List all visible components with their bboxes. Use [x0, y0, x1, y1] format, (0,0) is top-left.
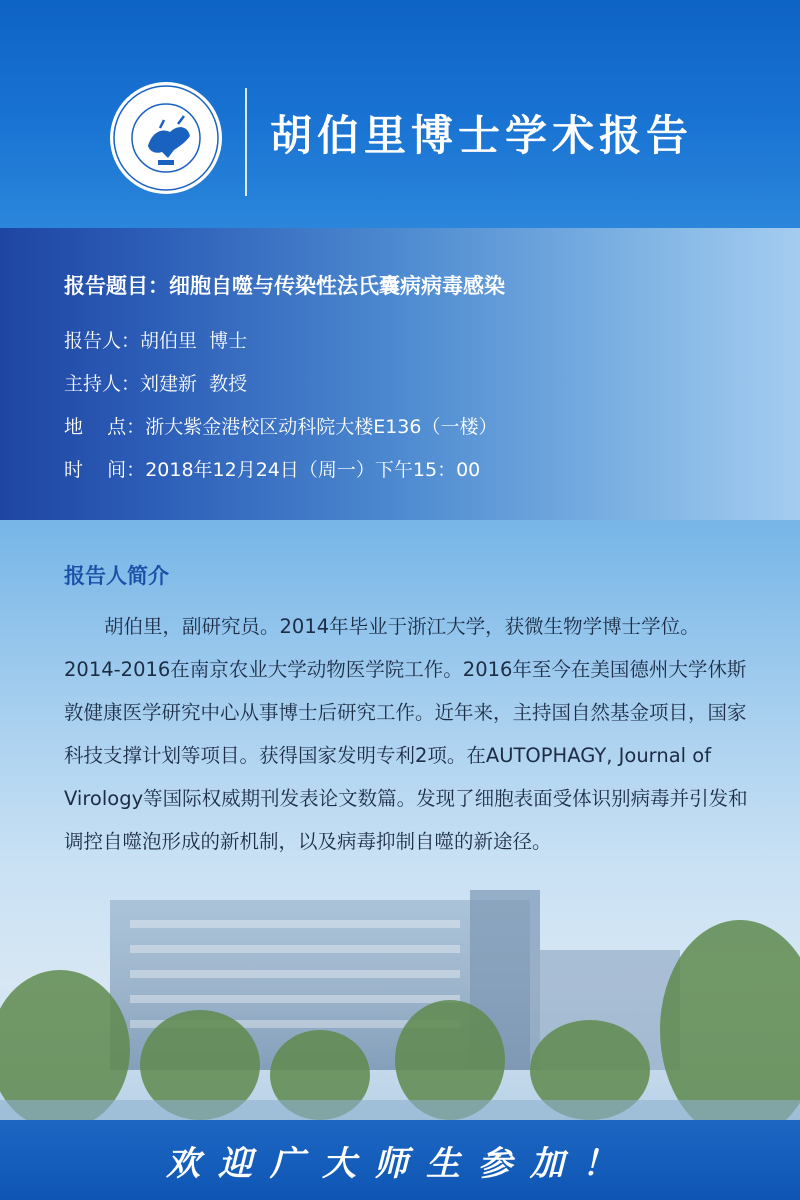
info-separator: ： — [121, 330, 141, 352]
topic-value: 细胞自噬与传染性法氏囊病病毒感染 — [169, 274, 505, 298]
info-separator: ： — [126, 459, 146, 481]
info-label: 地 点 — [64, 416, 127, 438]
info-row-speaker — [64, 326, 247, 353]
topic-separator: ： — [148, 274, 169, 298]
campus-building-image — [0, 860, 800, 1130]
bio-paragraph: 胡伯里，副研究员。2014年毕业于浙江大学，获微生物学博士学位。2014-2016在南京农业大学动物医学院工作。2016年至今在美国德州大学休斯敦健康医学研究中心从事博士后研究工作。近年来，主持国自然基金项目，国家科技支撑计划等项目。获得国家发明专利2项。在AUTOPHAGY, Journal of Virology等国际权威期刊发表论文数篇。发现了细胞表面受体识别病毒并引发和调控自噬泡形成的新机制，以及病毒抑制自噬的新途径。 — [64, 615, 748, 853]
page-title: 胡伯里博士学术报告 — [270, 111, 694, 160]
info-label: 时 间 — [64, 459, 127, 481]
header-divider — [245, 88, 247, 196]
info-value: 刘建新 教授 — [140, 373, 248, 395]
info-row-time — [64, 455, 480, 482]
info-separator: ： — [126, 416, 146, 438]
info-row-location — [64, 412, 497, 439]
bio-heading: 报告人简介 — [64, 564, 169, 588]
info-label: 报告人 — [64, 330, 122, 352]
info-value: 胡伯里 博士 — [140, 330, 248, 352]
info-value: 浙大紫金港校区动科院大楼E136（一楼） — [145, 416, 498, 438]
topic-label: 报告题目 — [64, 274, 148, 298]
info-separator: ： — [121, 373, 141, 395]
report-topic — [64, 270, 505, 300]
welcome-text: 欢迎广大师生参加！ — [166, 1144, 634, 1184]
college-seal-logo — [108, 80, 224, 196]
info-row-host — [64, 369, 247, 396]
info-value: 2018年12月24日（周一）下午15：00 — [145, 459, 481, 481]
info-label: 主持人 — [64, 373, 122, 395]
